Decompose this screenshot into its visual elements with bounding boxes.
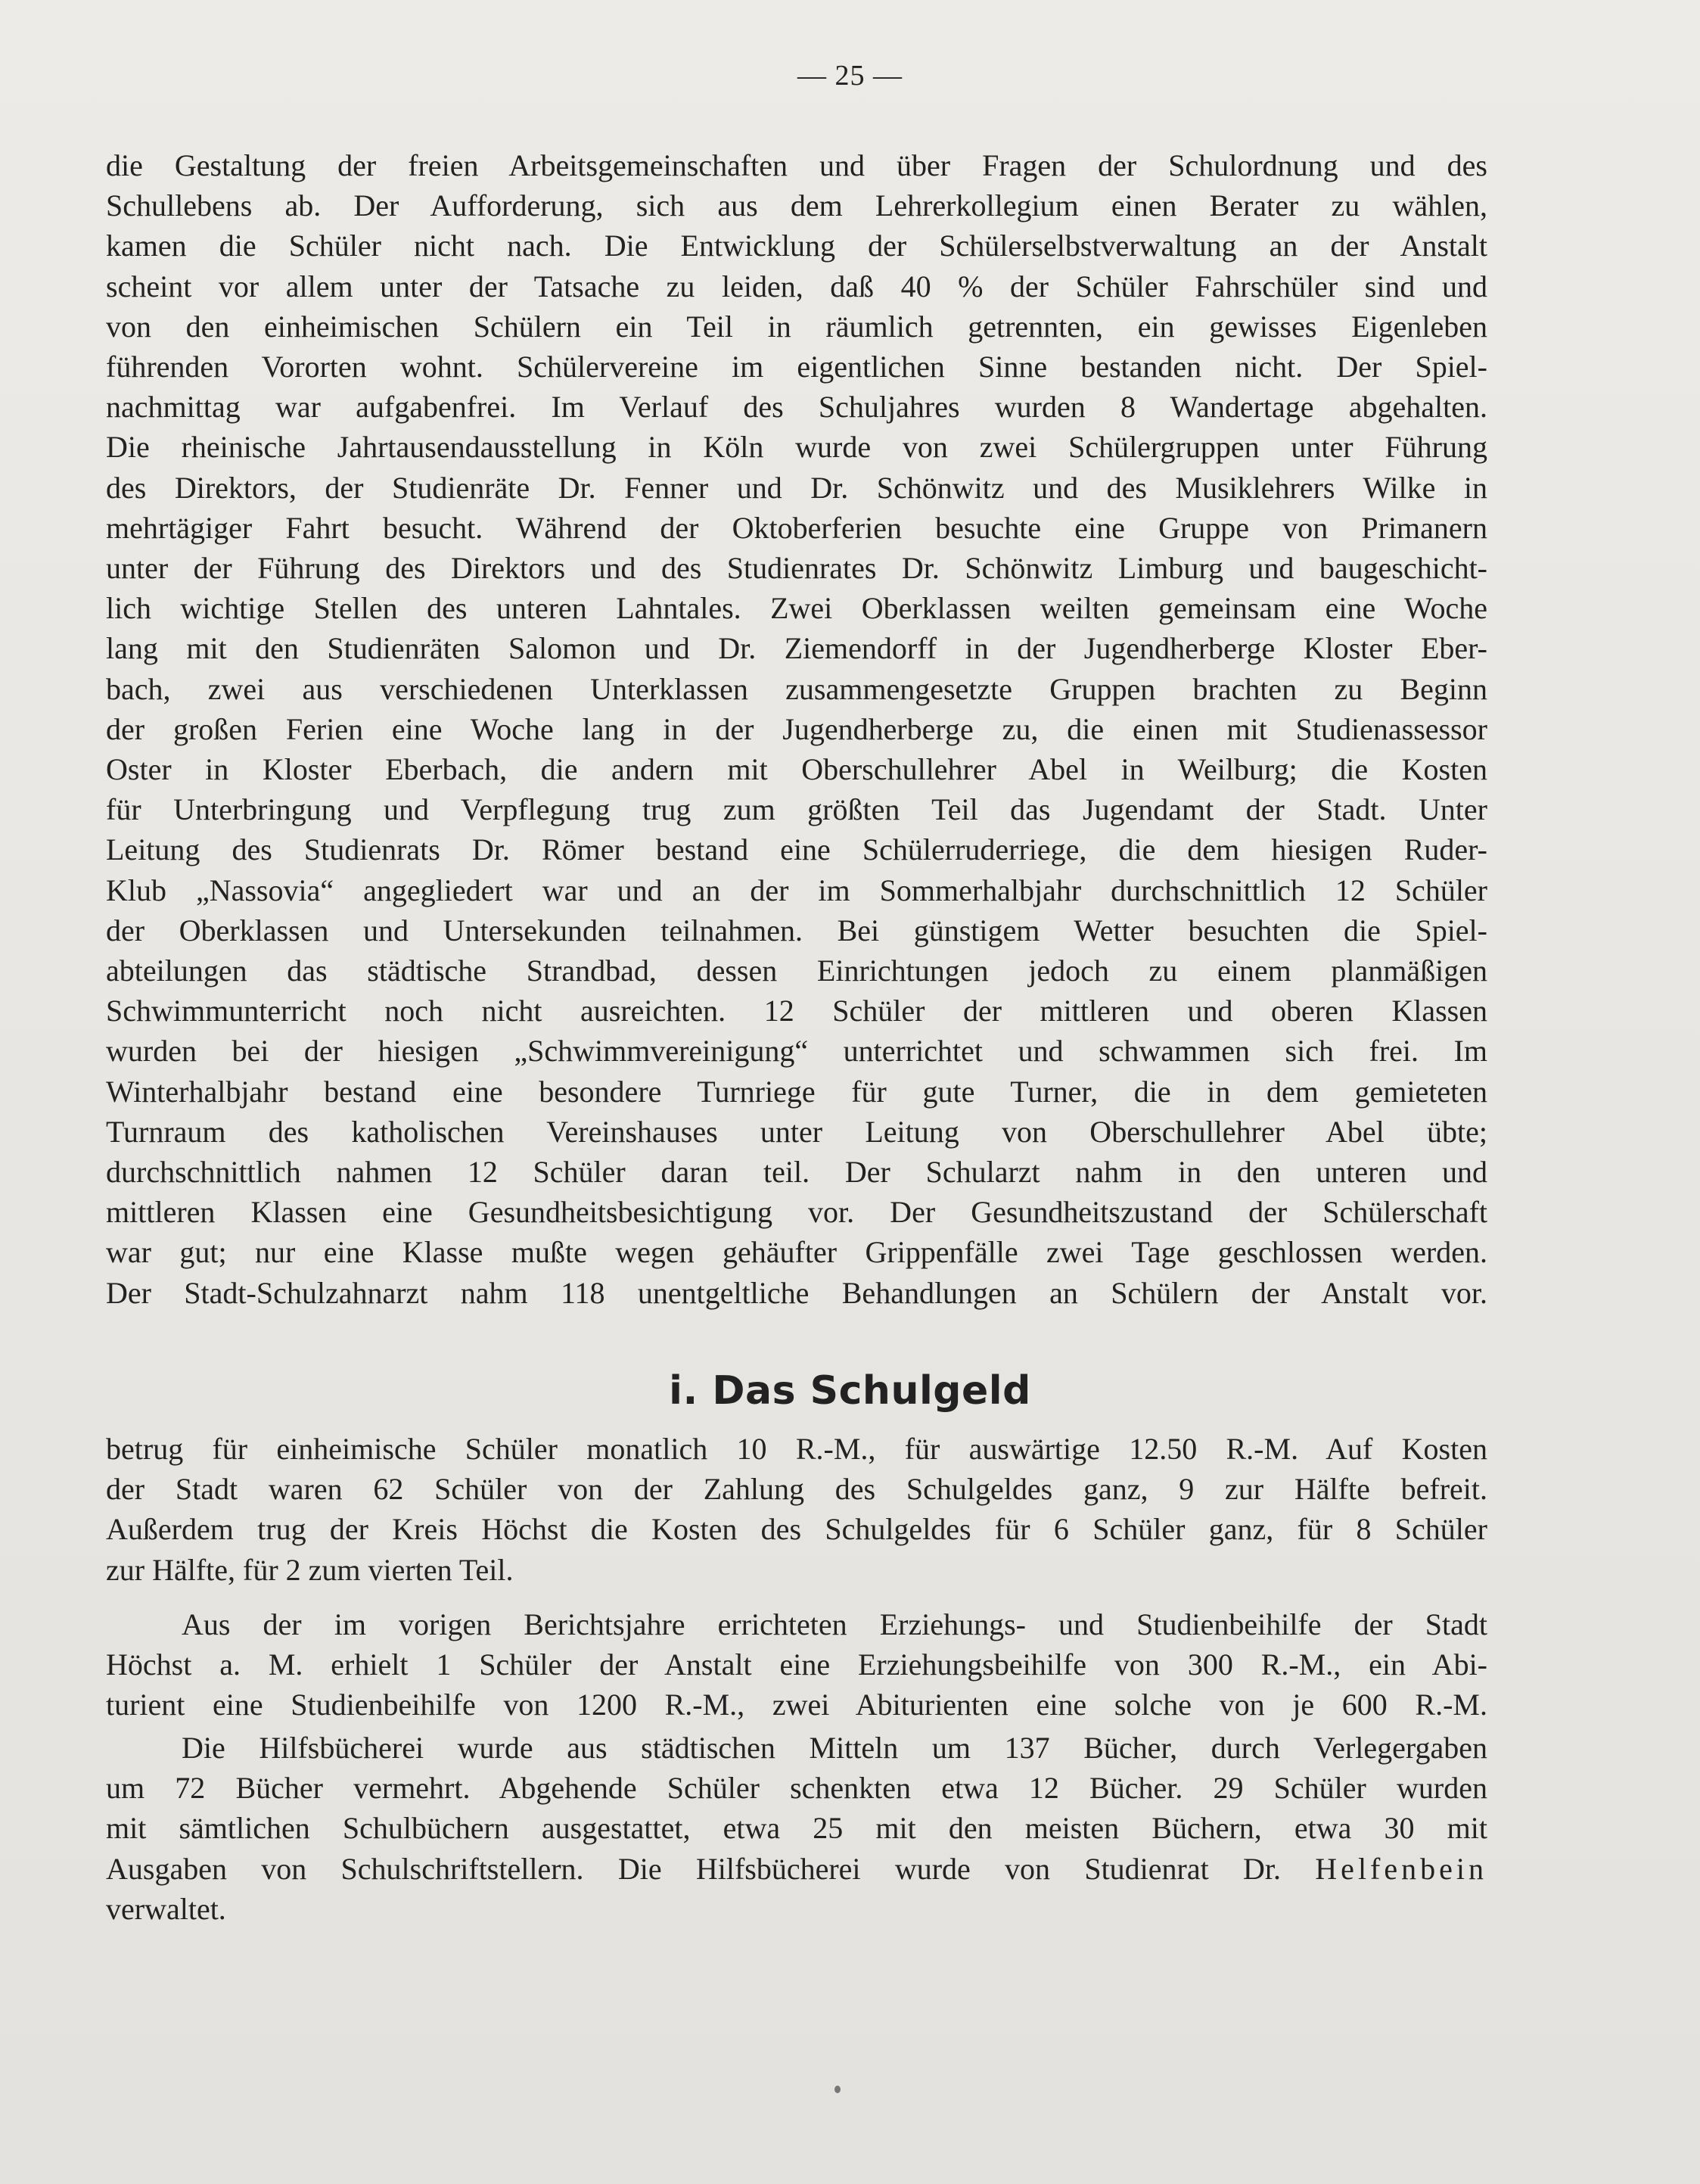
paragraph-school-fees (106, 1429, 1487, 1590)
text-line: kamen die Schüler nicht nach. Die Entwicklung der Schülerselbstverwaltung an der Anstalt (106, 229, 1487, 263)
text-line: Schwimmunterricht noch nicht ausreichten. 12 Schüler der mittleren und oberen Klassen (106, 994, 1487, 1028)
ink-speck (834, 2086, 841, 2093)
text-line: führenden Vororten wohnt. Schülervereine im eigentlichen Sinne bestanden nicht. Der Spiel- (106, 350, 1487, 384)
text-line: betrug für einheimische Schüler monatlich 10 R.-M., für auswärtige 12.50 R.-M. Auf Kosten (106, 1432, 1487, 1466)
text-line: scheint vor allem unter der Tatsache zu leiden, daß 40 % der Schüler Fahrschüler sind und (106, 269, 1487, 303)
text-line: Aus der im vorigen Berichtsjahre errichteten Erziehungs- und Studienbeihilfe der Stadt (182, 1607, 1487, 1641)
text-line: Oster in Kloster Eberbach, die andern mit Oberschullehrer Abel in Weilburg; die Kosten (106, 752, 1487, 787)
paragraph-scholarships (106, 1604, 1487, 1725)
text-line: unter der Führung des Direktors und des Studienrates Dr. Schönwitz Limburg und baugeschicht- (106, 551, 1487, 586)
text-line: nachmittag war aufgabenfrei. Im Verlauf des Schuljahres wurden 8 Wandertage abgehalten. (106, 390, 1487, 425)
librarian-name: Helfenbein (1315, 1851, 1487, 1886)
text-line: Schullebens ab. Der Aufforderung, sich aus dem Lehrerkollegium einen Berater zu wählen, (106, 188, 1487, 223)
text-line: der Oberklassen und Untersekunden teilnahmen. Bei günstigem Wetter besuchten die Spiel- (106, 913, 1487, 947)
text-line: Außerdem trug der Kreis Höchst die Kosten des Schulgeldes für 6 Schüler ganz, für 8 Schüler (106, 1512, 1487, 1547)
text-line: für Unterbringung und Verpflegung trug zum größten Teil das Jugendamt der Stadt. Unter (106, 792, 1487, 827)
text-line: war gut; nur eine Klasse mußte wegen gehäufter Grippenfälle zwei Tage geschlossen werden. (106, 1235, 1487, 1270)
text-line: lang mit den Studienräten Salomon und Dr. Ziemendorff in der Jugendherberge Kloster Eber- (106, 631, 1487, 666)
text-line: um 72 Bücher vermehrt. Abgehende Schüler schenkten etwa 12 Bücher. 29 Schüler wurden (106, 1771, 1487, 1806)
text-line: zur Hälfte, für 2 zum vierten Teil. (106, 1552, 514, 1587)
text-line: die Gestaltung der freien Arbeitsgemeinschaften und über Fragen der Schulordnung und des (106, 148, 1487, 182)
text-line: Klub „Nassovia“ angegliedert war und an der im Sommerhalbjahr durchschnittlich 12 Schüler (106, 873, 1487, 907)
text-line: turient eine Studienbeihilfe von 1200 R.-M., zwei Abiturienten eine solche von je 600 R.-M. (106, 1688, 1487, 1722)
section-heading: i. Das Schulgeld (669, 1368, 1031, 1414)
text-line: Turnraum des katholischen Vereinshauses unter Leitung von Oberschullehrer Abel übte; (106, 1114, 1487, 1149)
text-line: Die rheinische Jahrtausendausstellung in Köln wurde von zwei Schülergruppen unter Führung (106, 430, 1487, 465)
text-line: von den einheimischen Schülern ein Teil in räumlich getrennten, ein gewisses Eigenleben (106, 309, 1487, 344)
text-line: der Stadt waren 62 Schüler von der Zahlung des Schulgeldes ganz, 9 zur Hälfte befreit. (106, 1472, 1487, 1507)
text-line: verwaltet. (106, 1891, 226, 1926)
text-line: Höchst a. M. erhielt 1 Schüler der Anstalt eine Erziehungsbeihilfe von 300 R.-M., ein Abi- (106, 1647, 1487, 1682)
text-line: wurden bei der hiesigen „Schwimmvereinigung“ unterrichtet und schwammen sich frei. Im (106, 1034, 1487, 1069)
page-number: — 25 — (797, 60, 903, 92)
paragraph-student-activities (106, 145, 1487, 1313)
text-line: der großen Ferien eine Woche lang in der Jugendherberge zu, die einen mit Studienassessor (106, 711, 1487, 746)
text-line: durchschnittlich nahmen 12 Schüler daran teil. Der Schularzt nahm in den unteren und (106, 1155, 1487, 1190)
text-line: mehrtägiger Fahrt besucht. Während der Oktoberferien besuchte eine Gruppe von Primanern (106, 510, 1487, 545)
text-line: Der Stadt-Schulzahnarzt nahm 118 unentgeltliche Behandlungen an Schülern der Anstalt vor. (106, 1275, 1487, 1310)
line-text: Ausgaben von Schulschriftstellern. Die Hilfsbücherei wurde von Studienrat Dr. (106, 1851, 1282, 1886)
text-line: Winterhalbjahr bestand eine besondere Turnriege für gute Turner, die in dem gemieteten (106, 1074, 1487, 1109)
text-line: Leitung des Studienrats Dr. Römer bestand eine Schülerruderriege, die dem hiesigen Ruder- (106, 832, 1487, 867)
text-line: des Direktors, der Studienräte Dr. Fenner und Dr. Schönwitz und des Musiklehrers Wilke in (106, 470, 1487, 505)
text-line: abteilungen das städtische Strandbad, dessen Einrichtungen jedoch zu einem planmäßigen (106, 954, 1487, 988)
paragraph-library (106, 1728, 1487, 1929)
text-line: bach, zwei aus verschiedenen Unterklassen zusammengesetzte Gruppen brachten zu Beginn (106, 671, 1487, 706)
text-line: Die Hilfsbücherei wurde aus städtischen Mitteln um 137 Bücher, durch Verlegergaben (182, 1731, 1487, 1765)
text-line: mit sämtlichen Schulbüchern ausgestattet, etwa 25 mit den meisten Büchern, etwa 30 mit (106, 1811, 1487, 1846)
text-line (106, 1849, 1487, 1889)
text-line: lich wichtige Stellen des unteren Lahntales. Zwei Oberklassen weilten gemeinsam eine Woche (106, 591, 1487, 626)
text-line: mittleren Klassen eine Gesundheitsbesichtigung vor. Der Gesundheitszustand der Schülerschaft (106, 1195, 1487, 1230)
